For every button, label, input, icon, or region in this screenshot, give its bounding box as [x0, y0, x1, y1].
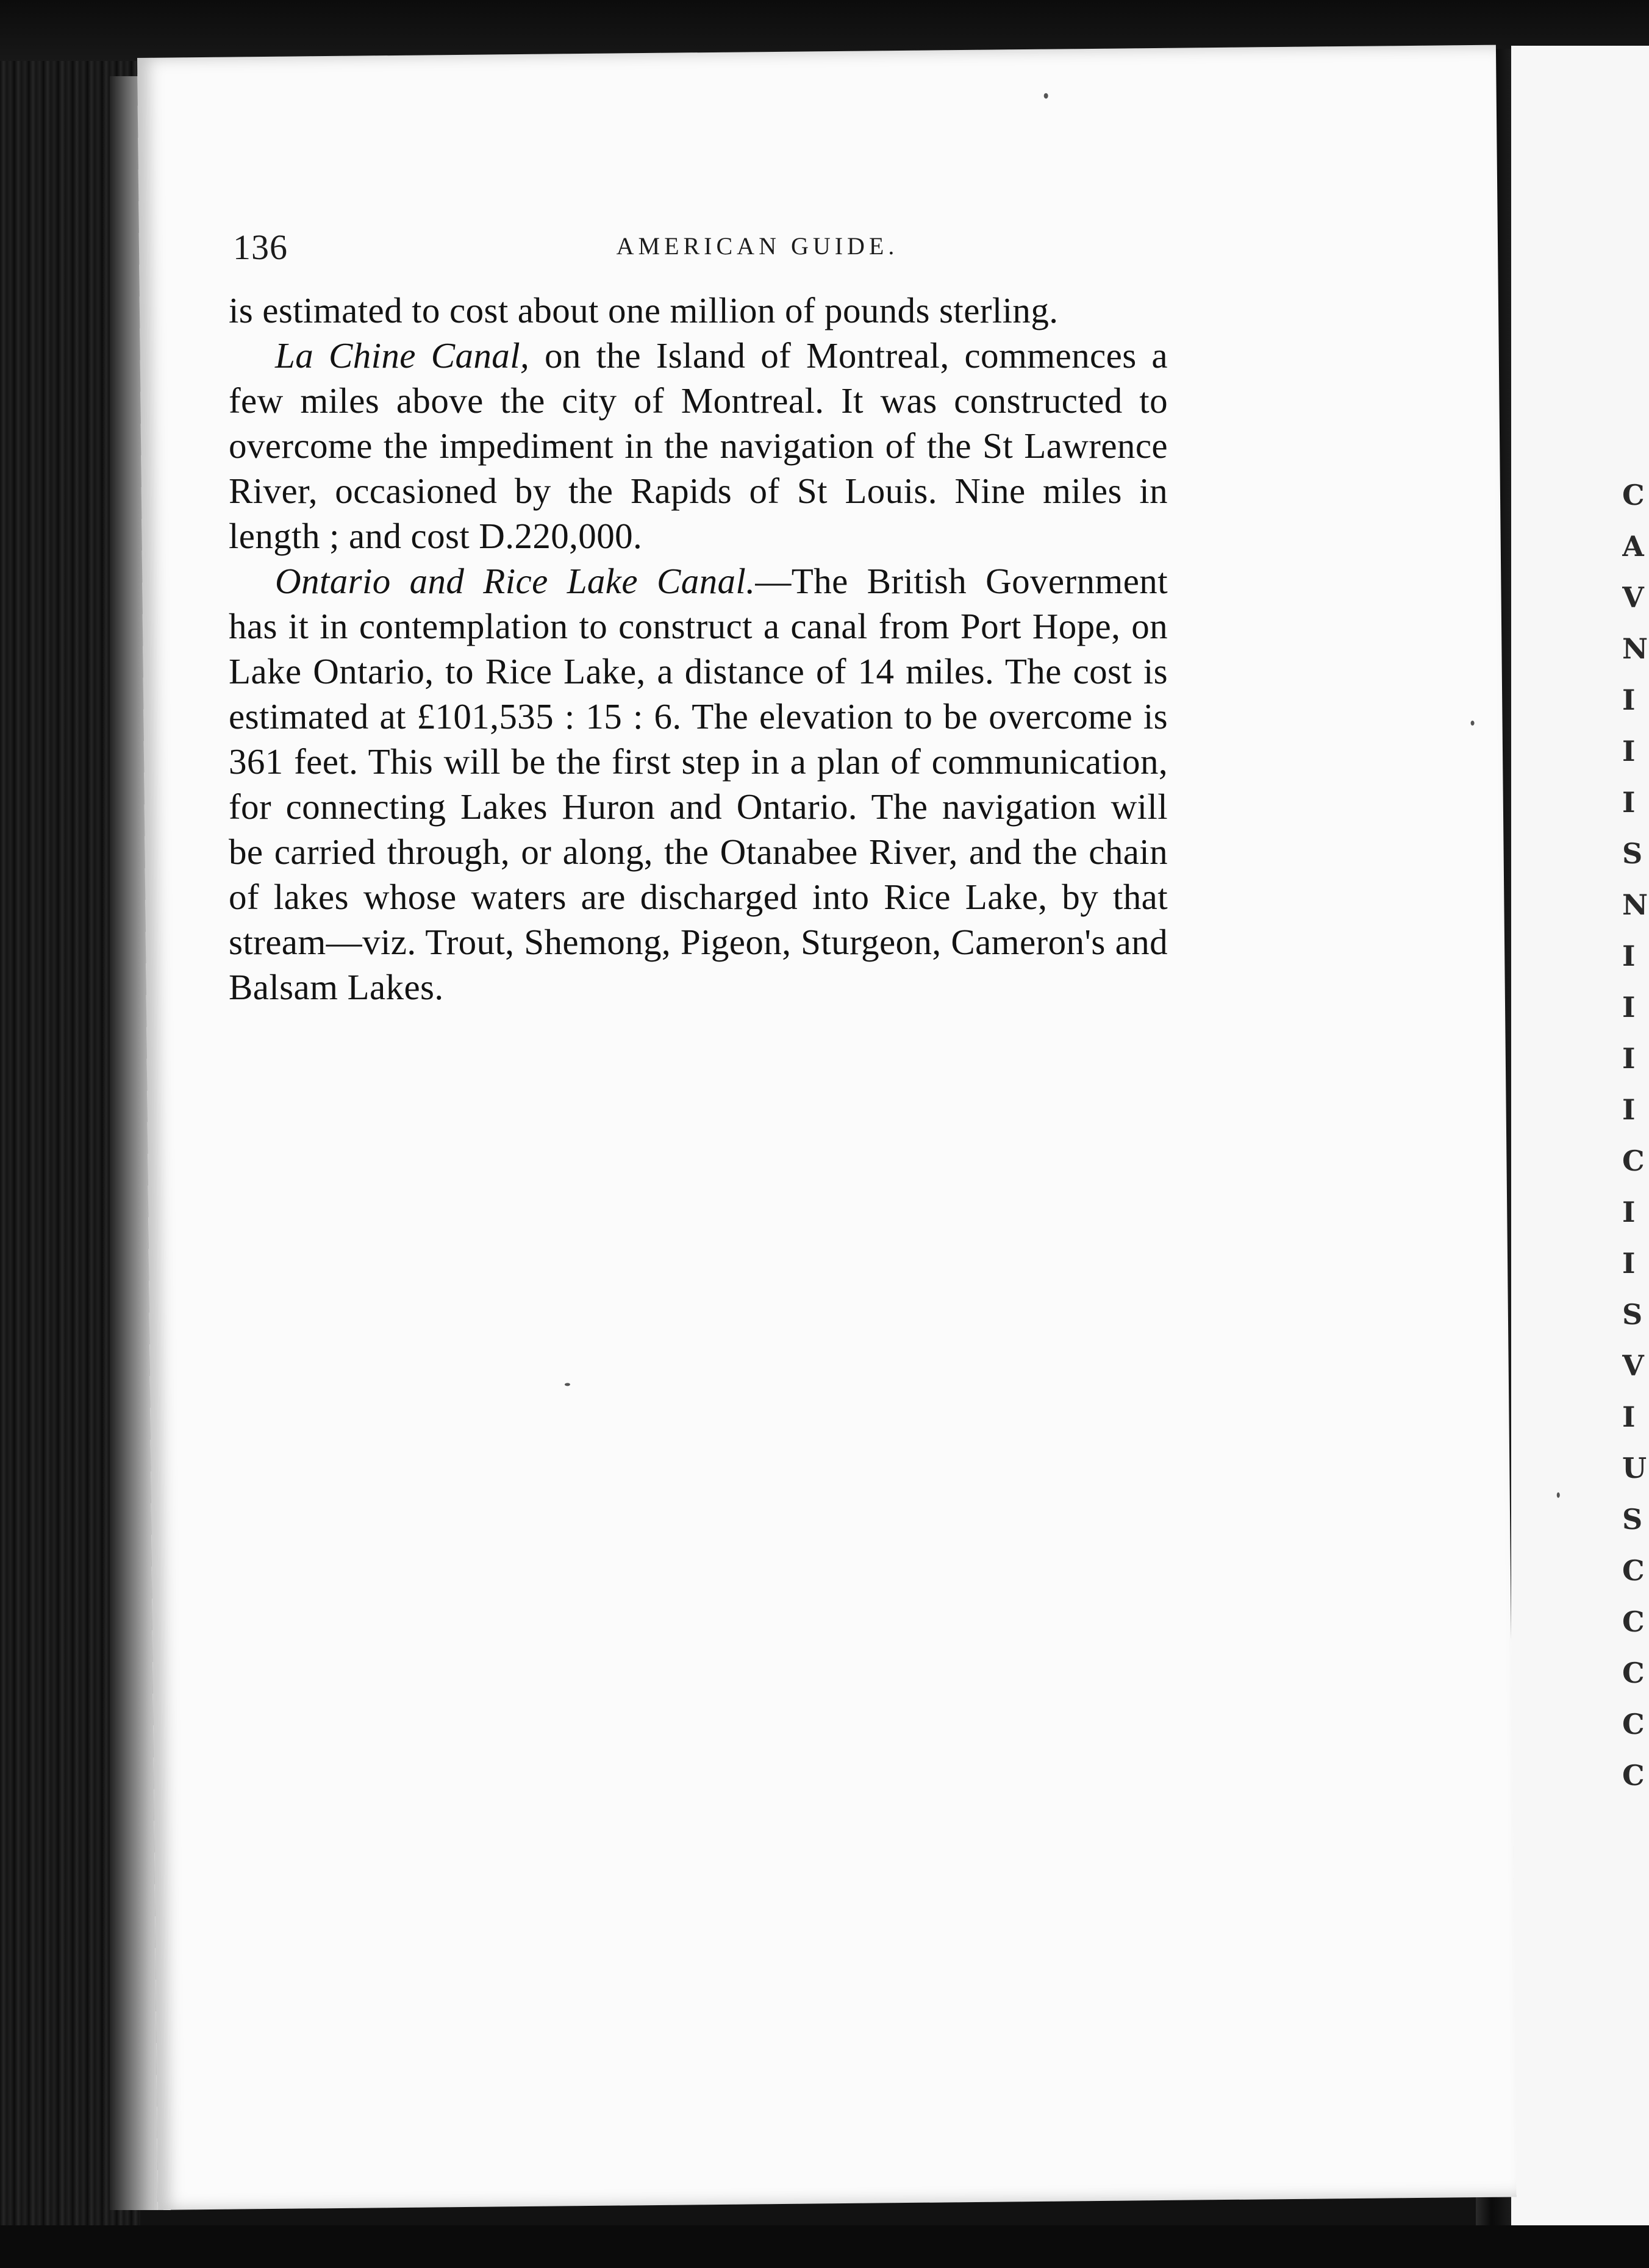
paper-speck	[1044, 93, 1048, 99]
running-head-title: AMERICAN GUIDE.	[616, 232, 899, 260]
paragraph-la-chine-canal	[229, 333, 1168, 558]
facing-page-letter: C	[1622, 1605, 1645, 1638]
paragraph-text: —The British Government has it in contemplation to construct a canal from Port Hope, on Lake Ontario, to Rice Lake, a distance of 14 miles. The cost is estimated at £101,535 : 15 : 6. The elevation to be overcome is 361 feet. This will be the first step in a plan of communication, for connecting Lakes Huron and Ontario. The navigation will be carried through, or along, the Otanabee River, and the chain of lakes whose waters are discharged into Rice Lake, by that stream—viz. Trout, Shemong, Pigeon, Sturgeon, Cameron's and Balsam Lakes.	[229, 561, 1168, 1007]
facing-page-letter: I	[1622, 735, 1636, 768]
paper-speck	[1471, 721, 1475, 726]
facing-page-letter: S	[1622, 1298, 1643, 1331]
facing-page-letter: V	[1622, 1349, 1644, 1382]
facing-page-letter: A	[1622, 530, 1644, 563]
facing-page-letter: U	[1622, 1452, 1647, 1485]
facing-page-letter: I	[1622, 1247, 1636, 1280]
facing-page-letter: I	[1622, 1196, 1636, 1228]
facing-page-letter: C	[1622, 479, 1645, 512]
facing-page-letter: I	[1622, 1400, 1636, 1433]
facing-page-letter: S	[1622, 1503, 1643, 1536]
page-body	[229, 288, 1168, 1010]
facing-page-letter: I	[1622, 683, 1636, 716]
facing-page-letter: C	[1622, 1708, 1645, 1741]
facing-page-letter: N	[1622, 632, 1648, 665]
facing-page-letter: I	[1622, 991, 1636, 1024]
page-number: 136	[233, 227, 288, 267]
paragraph-continuation	[229, 288, 1168, 333]
entry-title: La Chine Canal,	[275, 335, 530, 376]
paper-speck	[1557, 1492, 1560, 1498]
facing-page-letter: S	[1622, 837, 1643, 870]
entry-title: Ontario and Rice Lake Canal.	[275, 561, 756, 601]
paragraph-ontario-rice-lake-canal	[229, 558, 1168, 1010]
facing-page-letter: I	[1622, 786, 1636, 819]
facing-page-letter: I	[1622, 1042, 1636, 1075]
facing-page-letter: V	[1622, 581, 1644, 614]
paragraph-text: on the Island of Montreal, commences a few miles above the city of Montreal. It was constructed to overcome the impediment in the navigation of the St Lawrence River, occasioned by the Rapids of St Louis. Nine miles in length ; and cost D.220,000.	[229, 335, 1168, 556]
paragraph-text: is estimated to cost about one million of pounds sterling.	[229, 290, 1059, 330]
facing-page-letter: N	[1622, 888, 1648, 921]
facing-page-letter: C	[1622, 1554, 1645, 1587]
facing-page-letter: C	[1622, 1656, 1645, 1689]
scan-background-bottom	[0, 2225, 1649, 2268]
facing-page-letter: I	[1622, 940, 1636, 972]
facing-page-letter: C	[1622, 1144, 1645, 1177]
running-head	[233, 227, 1282, 282]
facing-page-letter: I	[1622, 1093, 1636, 1126]
facing-page-text-edge	[1622, 469, 1649, 1801]
paper-speck	[565, 1383, 570, 1386]
facing-page-letter: C	[1622, 1759, 1645, 1792]
